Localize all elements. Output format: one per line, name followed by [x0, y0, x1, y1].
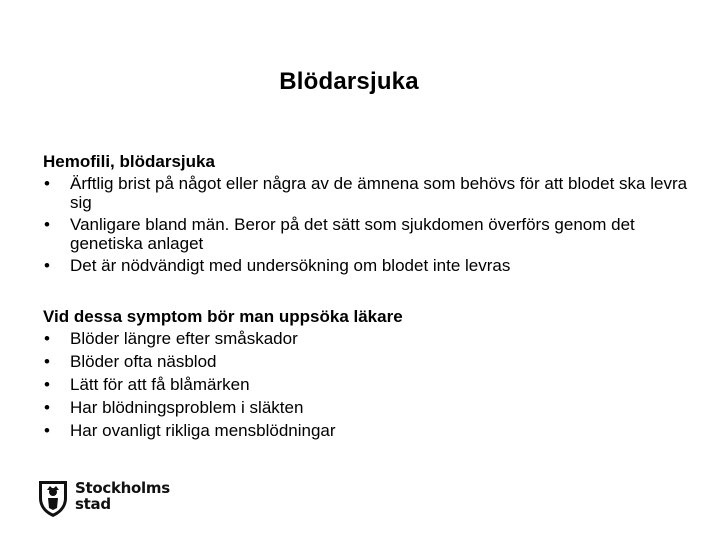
- stockholms-stad-logo: [36, 478, 170, 522]
- list-item-text: Lätt för att få blåmärken: [70, 375, 250, 394]
- bullet-icon: •: [44, 421, 50, 440]
- list-item-text: Det är nödvändigt med undersökning om blodet inte levras: [70, 256, 511, 275]
- section-hemofili: [43, 152, 703, 278]
- list-item-text: Blöder ofta näsblod: [70, 352, 217, 371]
- bullet-icon: •: [44, 215, 50, 234]
- logo-line-2: stad: [75, 495, 111, 513]
- list-item: [43, 421, 703, 440]
- list-item-text: Ärftlig brist på något eller några av de ämnena som behövs för att blodet ska levra sig: [70, 174, 688, 212]
- list-item: [43, 329, 703, 348]
- list-item: [43, 174, 703, 212]
- stockholm-crest-icon: [36, 478, 70, 518]
- section-symptom: [43, 307, 703, 444]
- bullet-icon: •: [44, 375, 50, 394]
- list-item-text: Har blödningsproblem i släkten: [70, 398, 304, 417]
- list-item: [43, 398, 703, 417]
- section-heading: Vid dessa symptom bör man uppsöka läkare: [43, 307, 403, 326]
- bullet-icon: •: [44, 352, 50, 371]
- bullet-icon: •: [44, 329, 50, 348]
- bullet-icon: •: [44, 256, 50, 275]
- bullet-icon: •: [44, 398, 50, 417]
- bullet-list: [43, 329, 703, 440]
- logo-line-1: Stockholms: [75, 479, 170, 497]
- list-item-text: Blöder längre efter småskador: [70, 329, 298, 348]
- slide-title: Blödarsjuka: [279, 68, 419, 95]
- bullet-icon: •: [44, 174, 50, 193]
- list-item: [43, 215, 703, 253]
- list-item-text: Har ovanligt rikliga mensblödningar: [70, 421, 336, 440]
- bullet-list: [43, 174, 703, 275]
- list-item: [43, 352, 703, 371]
- list-item: [43, 375, 703, 394]
- list-item-text: Vanligare bland män. Beror på det sätt som sjukdomen överförs genom det genetiska anlaget: [70, 215, 635, 253]
- list-item: [43, 256, 703, 275]
- section-heading: Hemofili, blödarsjuka: [43, 152, 215, 171]
